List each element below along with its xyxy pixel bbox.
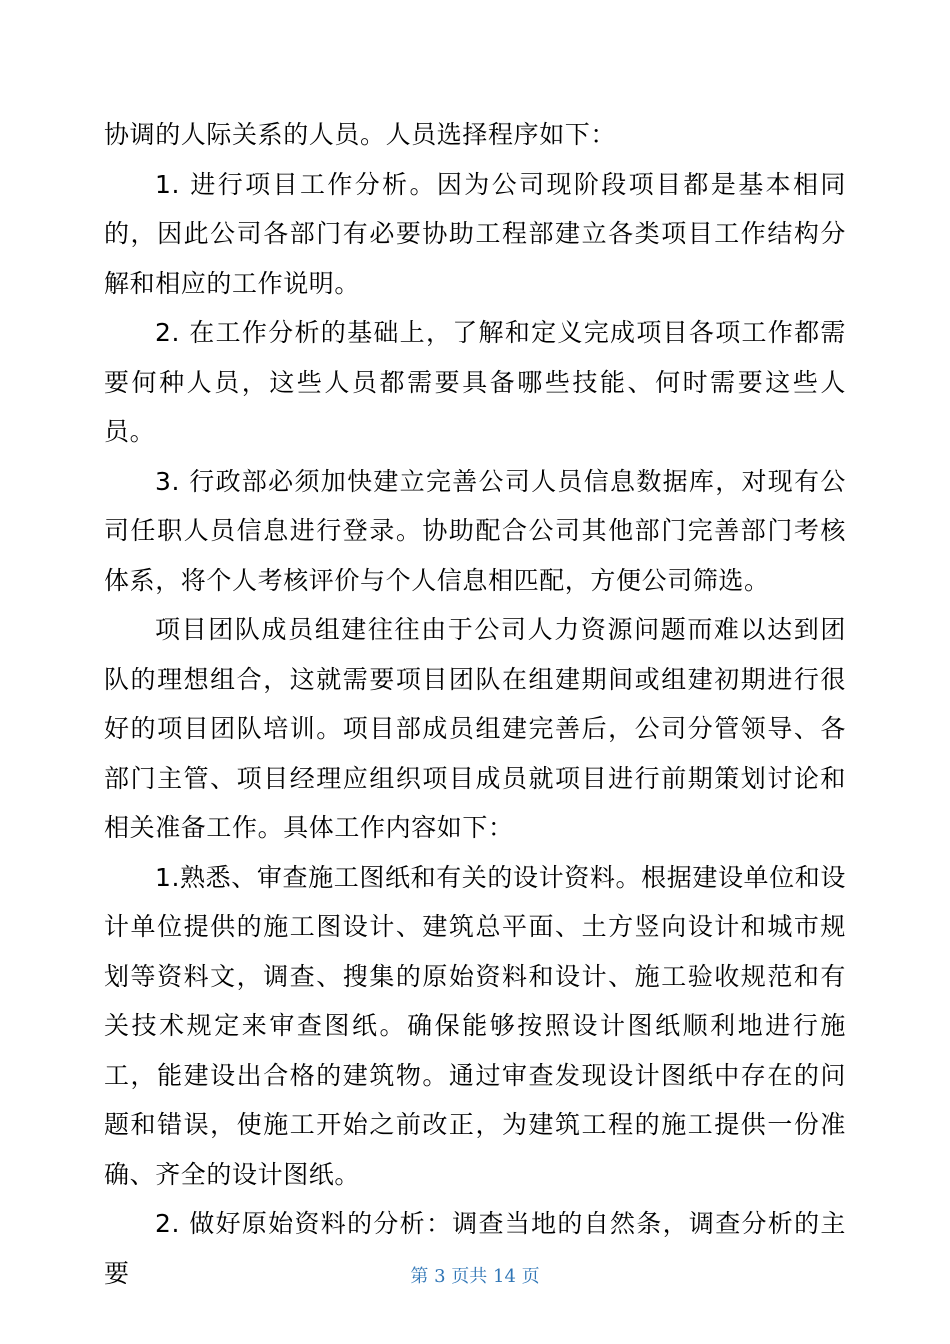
paragraph-1: 1. 进行项目工作分析。因为公司现阶段项目都是基本相同的，因此公司各部门有必要协助工程部建立各类项目工作结构分解和相应的工作说明。 bbox=[104, 169, 846, 298]
paragraph-3: 3. 行政部必须加快建立完善公司人员信息数据库，对现有公司任职人员信息进行登录。协助配合公司其他部门完善部门考核体系，将个人考核评价与个人信息相匹配，方便公司筛选。 bbox=[104, 466, 846, 595]
paragraph-2: 2. 在工作分析的基础上，了解和定义完成项目各项工作都需要何种人员，这些人员都需要具备哪些技能、何时需要这些人员。 bbox=[104, 318, 846, 446]
paragraph-5: 1.熟悉、审查施工图纸和有关的设计资料。根据建设单位和设计单位提供的施工图设计、建筑总平面、土方竖向设计和城市规划等资料文，调查、搜集的原始资料和设计、施工验收规范和有关技术规定来审查图纸。确保能够按照设计图纸顺利地进行施工，能建设出合格的建筑物。通过审查发现设计图纸中存在的问题和错误，使施工开始之前改正，为建筑工程的施工提供一份准确、齐全的设计图纸。 bbox=[104, 862, 846, 1189]
paragraph-6: 2. 做好原始资料的分析：调查当地的自然条，调查分析的主要 bbox=[104, 1209, 846, 1288]
page-number-footer: 第 3 页共 14 页 bbox=[410, 1266, 540, 1287]
paragraph-0: 协调的人际关系的人员。人员选择程序如下： bbox=[104, 120, 617, 149]
paragraph-4: 项目团队成员组建往往由于公司人力资源问题而难以达到团队的理想组合，这就需要项目团队在组建期间或组建初期进行很好的项目团队培训。项目部成员组建完善后，公司分管领导、各部门主管、项目经理应组织项目成员就项目进行前期策划讨论和相关准备工作。具体工作内容如下： bbox=[104, 615, 846, 842]
document-body bbox=[104, 110, 846, 1298]
